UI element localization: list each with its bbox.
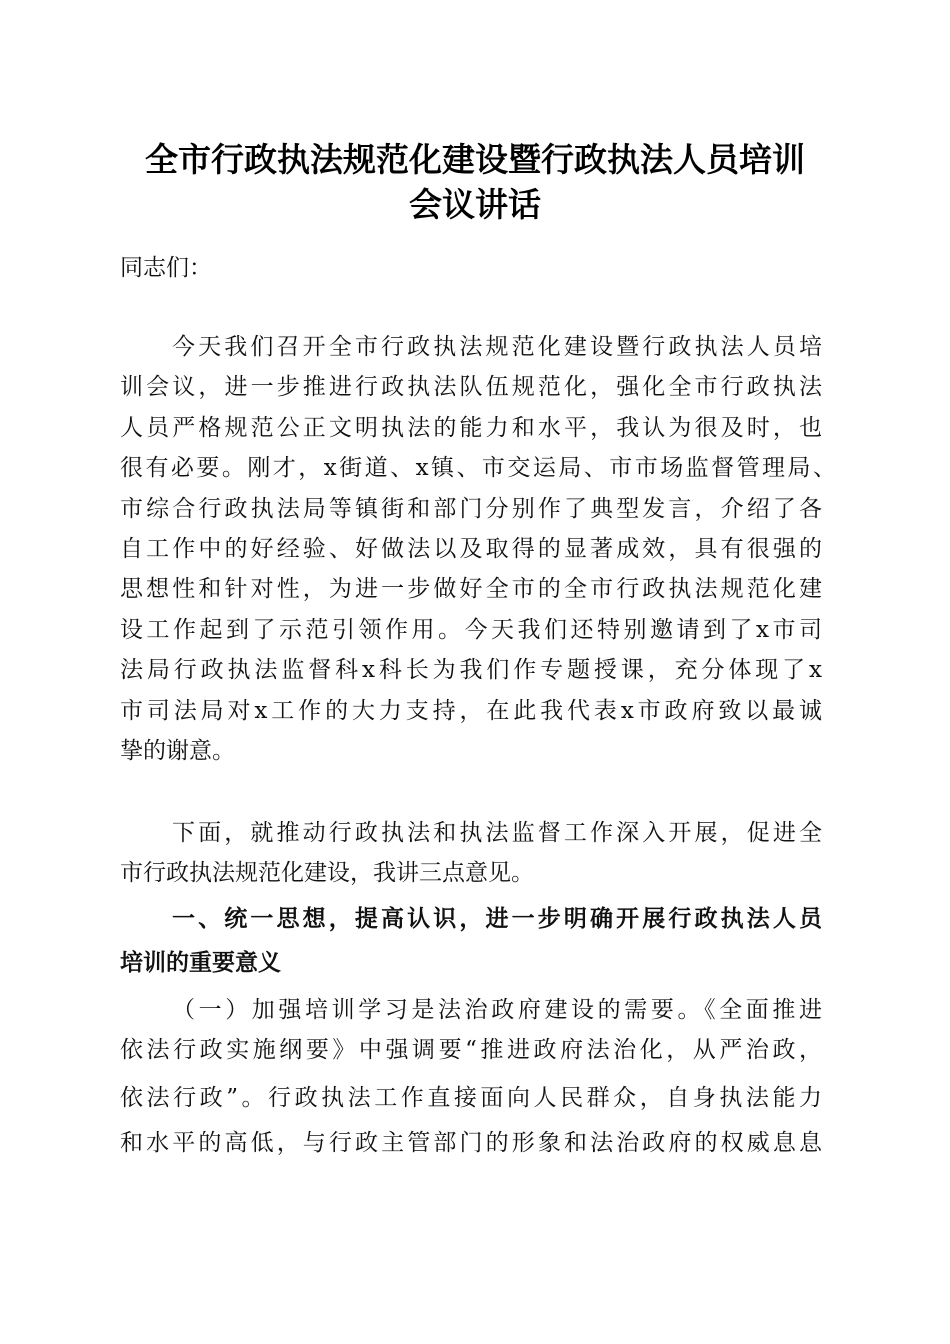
paragraph-line: 设工作起到了示范引领作用。今天我们还特别邀请到了x市司 xyxy=(120,617,822,643)
paragraph-line: （一）加强培训学习是法治政府建设的需要。《全面推进 xyxy=(172,997,822,1023)
paragraph-line: 市司法局对x工作的大力支持，在此我代表x市政府致以最诚 xyxy=(120,698,822,724)
paragraph-line: 下面，就推动行政执法和执法监督工作深入开展，促进全 xyxy=(172,820,822,846)
paragraph-line: 自工作中的好经验、好做法以及取得的显著成效，具有很强的 xyxy=(120,536,822,562)
paragraph-line: 法局行政执法监督科x科长为我们作专题授课，充分体现了x xyxy=(120,657,822,683)
document-title-line-1: 全市行政执法规范化建设暨行政执法人员培训 xyxy=(145,140,805,179)
paragraph-line: 人员严格规范公正文明执法的能力和水平，我认为很及时，也 xyxy=(120,415,822,441)
paragraph-line: 挚的谢意。 xyxy=(120,738,235,764)
paragraph-line: 训会议，进一步推进行政执法队伍规范化，强化全市行政执法 xyxy=(120,374,822,400)
paragraph-line: 和水平的高低，与行政主管部门的形象和法治政府的权威息息 xyxy=(120,1130,822,1156)
paragraph-line: 市行政执法规范化建设，我讲三点意见。 xyxy=(120,860,534,886)
section-heading-line: 培训的重要意义 xyxy=(120,950,281,976)
paragraph-line: 依法行政”。行政执法工作直接面向人民群众，自身执法能力 xyxy=(120,1085,822,1111)
paragraph-line: 依法行政实施纲要》中强调要“推进政府法治化，从严治政， xyxy=(120,1037,822,1063)
document-title-line-2: 会议讲话 xyxy=(409,185,541,224)
salutation: 同志们： xyxy=(120,255,212,281)
paragraph-line: 很有必要。刚才，x街道、x镇、市交运局、市市场监督管理局、 xyxy=(120,455,836,481)
section-heading-line: 一、统一思想，提高认识，进一步明确开展行政执法人员 xyxy=(172,906,822,932)
paragraph-line: 思想性和针对性，为进一步做好全市的全市行政执法规范化建 xyxy=(120,576,822,602)
paragraph-line: 今天我们召开全市行政执法规范化建设暨行政执法人员培 xyxy=(172,334,822,360)
paragraph-line: 市综合行政执法局等镇街和部门分别作了典型发言，介绍了各 xyxy=(120,496,822,522)
